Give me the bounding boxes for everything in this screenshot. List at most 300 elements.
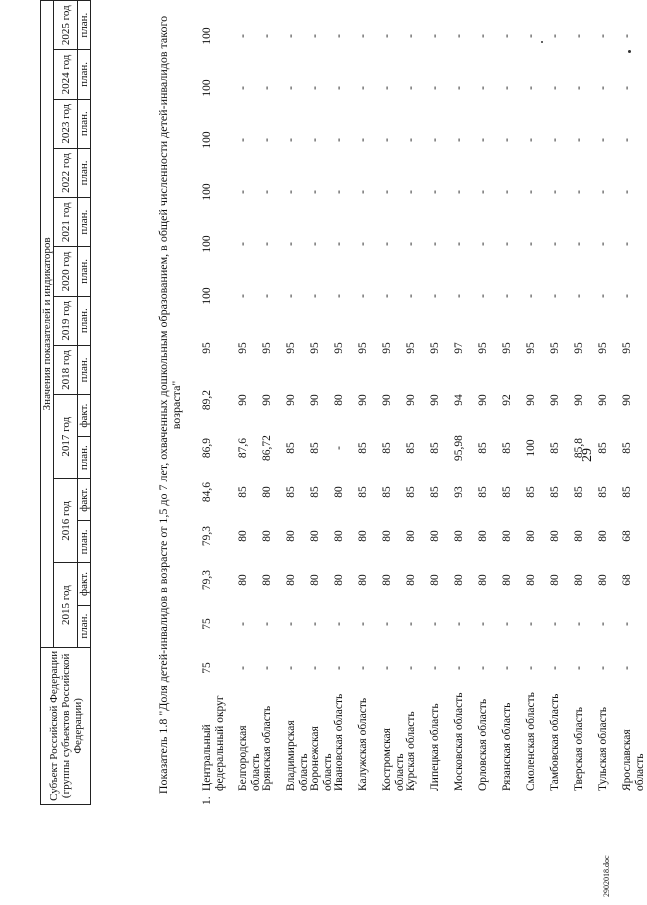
value-cell: - [237, 34, 249, 38]
value-cell: 80 [477, 530, 489, 542]
data-rows [201, 10, 645, 805]
subheader-cell: план. [78, 605, 91, 647]
value-cell: - [453, 86, 465, 90]
value-cell: 94 [453, 394, 465, 406]
row-number [309, 791, 335, 805]
value-cell: - [597, 242, 609, 246]
value-cell: - [525, 622, 537, 626]
value-cell: - [381, 622, 393, 626]
value-cell: 95 [237, 342, 249, 354]
value-cell: - [549, 138, 561, 142]
value-cell: 100 [201, 27, 213, 45]
value-cell: - [237, 622, 249, 626]
table-row [381, 10, 405, 805]
value-cell: - [333, 86, 345, 90]
value-cell: - [309, 294, 321, 298]
value-cell: - [525, 190, 537, 194]
region-name-cell [285, 690, 311, 805]
value-cell: 80 [573, 574, 585, 586]
value-cell: 95 [285, 342, 297, 354]
value-cell: - [453, 622, 465, 626]
value-cell: 90 [549, 394, 561, 406]
subheader-cell: план. [78, 99, 91, 148]
value-cell: - [477, 190, 489, 194]
value-cell: - [381, 190, 393, 194]
region-name-cell [597, 690, 610, 805]
value-cell: - [237, 242, 249, 246]
year-header: 2020 год [54, 247, 78, 296]
value-cell: - [501, 242, 513, 246]
value-cell: - [621, 622, 633, 626]
value-cell: - [405, 666, 417, 670]
table-row [621, 10, 645, 805]
value-cell: 80 [381, 530, 393, 542]
region-name-cell [201, 690, 227, 805]
subheader-cell: план. [78, 296, 91, 345]
value-cell: 95 [357, 342, 369, 354]
value-cell: 100 [525, 439, 537, 457]
value-cell: - [549, 34, 561, 38]
year-header: 2024 год [54, 50, 78, 99]
value-cell: - [597, 190, 609, 194]
value-cell: 85 [477, 486, 489, 498]
table-row [285, 10, 309, 805]
value-cell: - [405, 622, 417, 626]
value-cell: - [261, 294, 273, 298]
value-cell: 95 [573, 342, 585, 354]
value-cell: - [597, 622, 609, 626]
region-name-cell [357, 690, 370, 805]
value-cell: - [405, 138, 417, 142]
row-number [285, 791, 311, 805]
row-number [621, 791, 647, 805]
value-cell: 85 [381, 442, 393, 454]
value-cell: 95 [309, 342, 321, 354]
subheader-cell: план. [78, 521, 91, 563]
value-cell: - [429, 242, 441, 246]
value-cell: - [477, 34, 489, 38]
value-cell: - [477, 622, 489, 626]
subheader-cell: план. [78, 247, 91, 296]
value-cell: 93 [453, 486, 465, 498]
value-cell: 97 [453, 342, 465, 354]
region-name: Московская область [453, 692, 465, 791]
value-cell: 80 [237, 574, 249, 586]
value-cell: - [525, 666, 537, 670]
value-cell: 85 [477, 442, 489, 454]
value-cell: - [549, 242, 561, 246]
value-cell: - [357, 190, 369, 194]
value-cell: 95 [501, 342, 513, 354]
value-cell: - [549, 86, 561, 90]
value-cell: 68 [621, 574, 633, 586]
value-cell: 85 [237, 486, 249, 498]
value-cell: - [333, 138, 345, 142]
row-number [477, 791, 490, 805]
region-name-cell [549, 690, 562, 805]
value-cell: - [525, 294, 537, 298]
region-name: Тульская область [597, 707, 609, 791]
value-cell: 90 [429, 394, 441, 406]
value-cell: - [477, 294, 489, 298]
value-cell: 95 [381, 342, 393, 354]
region-name: Костромская область [381, 728, 406, 791]
region-name: Курская область [405, 711, 417, 791]
value-cell: - [477, 86, 489, 90]
value-cell: 80 [573, 530, 585, 542]
row-number [237, 791, 263, 805]
year-header: 2019 год [54, 296, 78, 345]
value-cell: - [453, 666, 465, 670]
value-cell: 86,9 [201, 437, 213, 459]
value-cell: - [597, 86, 609, 90]
value-cell: - [525, 138, 537, 142]
value-cell: 90 [357, 394, 369, 406]
value-cell: 95 [477, 342, 489, 354]
region-name: Орловская область [477, 698, 489, 791]
value-cell: 80 [597, 574, 609, 586]
value-cell: - [429, 86, 441, 90]
value-cell: 80 [525, 530, 537, 542]
value-cell: 80 [501, 530, 513, 542]
row-number [381, 791, 407, 805]
value-cell: - [405, 242, 417, 246]
year-header: 2022 год [54, 148, 78, 197]
value-cell: - [405, 294, 417, 298]
value-cell: - [357, 242, 369, 246]
value-cell: 95 [597, 342, 609, 354]
value-cell: - [429, 34, 441, 38]
region-name-cell [501, 690, 514, 805]
value-cell: 95 [261, 342, 273, 354]
value-cell: - [333, 666, 345, 670]
value-cell: 80 [453, 530, 465, 542]
value-cell: - [285, 138, 297, 142]
value-cell: 79,3 [201, 525, 213, 547]
value-cell: 100 [201, 183, 213, 201]
value-cell: - [429, 294, 441, 298]
value-cell: - [597, 294, 609, 298]
region-name-cell [261, 690, 274, 805]
value-cell: - [573, 138, 585, 142]
value-cell: - [381, 34, 393, 38]
value-cell: - [453, 34, 465, 38]
value-cell: - [309, 86, 321, 90]
value-cell: - [309, 666, 321, 670]
region-name: Смоленская область [525, 692, 537, 791]
table-row [501, 10, 525, 805]
value-cell: - [501, 294, 513, 298]
value-cell: - [381, 86, 393, 90]
value-cell: - [621, 666, 633, 670]
value-cell: - [405, 34, 417, 38]
region-name: Брянская область [261, 705, 273, 791]
row-number [549, 791, 562, 805]
value-cell: - [237, 666, 249, 670]
value-cell: 90 [309, 394, 321, 406]
value-cell: - [573, 190, 585, 194]
value-cell: - [237, 190, 249, 194]
value-cell: - [357, 86, 369, 90]
region-name: Владимирская область [285, 720, 310, 791]
value-cell: 85 [429, 486, 441, 498]
value-cell: 85 [621, 442, 633, 454]
table-row [573, 10, 597, 805]
value-cell: - [597, 34, 609, 38]
value-cell: 80 [261, 530, 273, 542]
value-cell: 85 [309, 486, 321, 498]
value-cell: - [429, 622, 441, 626]
value-cell: 80 [549, 530, 561, 542]
value-cell: - [501, 622, 513, 626]
value-cell: - [501, 666, 513, 670]
value-cell: 100 [201, 79, 213, 97]
value-cell: 85 [573, 486, 585, 498]
region-name-cell [525, 690, 538, 805]
value-cell: - [501, 86, 513, 90]
value-cell: 85 [309, 442, 321, 454]
region-name: Рязанская область [501, 702, 513, 791]
value-cell: 90 [405, 394, 417, 406]
value-cell: 92 [501, 394, 513, 406]
value-cell: - [333, 190, 345, 194]
value-cell: - [573, 666, 585, 670]
value-cell: 95,98 [453, 435, 465, 461]
table-row [201, 10, 237, 805]
value-cell: - [357, 34, 369, 38]
value-cell: 80 [405, 574, 417, 586]
value-cell: - [549, 294, 561, 298]
region-name-cell [621, 690, 647, 805]
value-cell: - [285, 190, 297, 194]
value-cell: 85 [597, 486, 609, 498]
value-cell: 85 [357, 486, 369, 498]
value-cell: 90 [285, 394, 297, 406]
subheader-cell: план. [78, 1, 91, 50]
value-cell: - [381, 666, 393, 670]
value-cell: - [621, 86, 633, 90]
value-cell: - [333, 294, 345, 298]
value-cell: - [285, 86, 297, 90]
value-cell: - [621, 34, 633, 38]
value-cell: - [237, 138, 249, 142]
values-title: Значения показателей и индикаторов [41, 1, 54, 648]
value-cell: 80 [333, 574, 345, 586]
value-cell: 80 [333, 394, 345, 406]
value-cell: 85 [285, 442, 297, 454]
table-row [453, 10, 477, 805]
value-cell: 85 [597, 442, 609, 454]
value-cell: - [501, 34, 513, 38]
subheader-cell: план. [78, 50, 91, 99]
subheader-cell: план. [78, 345, 91, 394]
value-cell: - [285, 294, 297, 298]
value-cell: - [333, 446, 345, 450]
value-cell: - [357, 138, 369, 142]
value-cell: - [285, 242, 297, 246]
value-cell: - [573, 34, 585, 38]
value-cell: 80 [501, 574, 513, 586]
region-name: Ивановская область [333, 693, 345, 791]
year-header: 2021 год [54, 198, 78, 247]
value-cell: - [621, 138, 633, 142]
value-cell: - [429, 666, 441, 670]
value-cell: 80 [261, 574, 273, 586]
region-name-cell [453, 690, 466, 805]
value-cell: 86,72 [261, 435, 273, 461]
value-cell: - [597, 666, 609, 670]
value-cell: 80 [333, 486, 345, 498]
value-cell: - [285, 666, 297, 670]
value-cell: - [333, 622, 345, 626]
value-cell: 85 [549, 486, 561, 498]
value-cell: 80 [549, 574, 561, 586]
value-cell: - [261, 190, 273, 194]
row-number [357, 791, 370, 805]
value-cell: - [573, 242, 585, 246]
value-cell: 90 [597, 394, 609, 406]
value-cell: 80 [405, 530, 417, 542]
value-cell: - [405, 190, 417, 194]
value-cell: 85 [549, 442, 561, 454]
region-name-cell [381, 690, 407, 805]
value-cell: 80 [453, 574, 465, 586]
value-cell: 80 [285, 574, 297, 586]
value-cell: 80 [429, 530, 441, 542]
value-cell: 100 [201, 287, 213, 305]
table-row [429, 10, 453, 805]
value-cell: 90 [477, 394, 489, 406]
value-cell: - [333, 34, 345, 38]
value-cell: - [261, 86, 273, 90]
value-cell: - [261, 138, 273, 142]
page-number: 29 [580, 448, 595, 462]
region-name-cell [333, 690, 346, 805]
value-cell: 95 [429, 342, 441, 354]
value-cell: - [573, 622, 585, 626]
footer-filename: 2902018.doc [602, 855, 611, 897]
row-number [261, 791, 274, 805]
value-cell: 79,3 [201, 569, 213, 591]
value-cell: - [501, 138, 513, 142]
region-name: Липецкая область [429, 703, 441, 791]
region-name: Тамбовская область [549, 693, 561, 791]
value-cell: - [309, 242, 321, 246]
value-cell: - [261, 666, 273, 670]
value-cell: - [549, 190, 561, 194]
row-number [453, 791, 466, 805]
region-name: Тверская область [573, 707, 585, 791]
value-cell: - [309, 138, 321, 142]
table-row [549, 10, 573, 805]
value-cell: 68 [621, 530, 633, 542]
value-cell: - [309, 190, 321, 194]
value-cell: - [285, 622, 297, 626]
value-cell: - [381, 138, 393, 142]
region-name: Воронежская область [309, 726, 334, 791]
value-cell: - [477, 138, 489, 142]
value-cell: 84,6 [201, 481, 213, 503]
value-cell: - [453, 294, 465, 298]
region-name-cell [429, 690, 442, 805]
value-cell: 80 [309, 530, 321, 542]
value-cell: - [309, 34, 321, 38]
table-row [357, 10, 381, 805]
value-cell: 85 [621, 486, 633, 498]
value-cell: 80 [261, 486, 273, 498]
value-cell: 75 [201, 662, 213, 674]
value-cell: 80 [357, 574, 369, 586]
value-cell: 75 [201, 618, 213, 630]
value-cell: - [237, 86, 249, 90]
table-row [597, 10, 621, 805]
subheader-cell: план. [78, 437, 91, 479]
subheader-cell: план. [78, 198, 91, 247]
subheader-cell: план. [78, 148, 91, 197]
value-cell: 80 [525, 574, 537, 586]
table-row [333, 10, 357, 805]
year-header: 2015 год [54, 563, 78, 647]
region-name-cell [477, 690, 490, 805]
value-cell: - [405, 86, 417, 90]
value-cell: - [549, 666, 561, 670]
year-header: 2023 год [54, 99, 78, 148]
value-cell: 87,6 [237, 437, 249, 459]
indicator-title: Показатель 1.8 "Доля детей-инвалидов в возрасте от 1,5 до 7 лет, охваченных дошкольным образованием, в общей численности детей-инвалидов такого возраста" [156, 15, 183, 795]
row-number [501, 791, 514, 805]
value-cell: - [621, 190, 633, 194]
value-cell: - [621, 294, 633, 298]
value-cell: 85,8 [573, 437, 585, 459]
table-row [237, 10, 261, 805]
value-cell: - [573, 86, 585, 90]
value-cell: - [549, 622, 561, 626]
value-cell: 95 [621, 342, 633, 354]
value-cell: 85 [405, 442, 417, 454]
value-cell: 85 [405, 486, 417, 498]
region-name-cell [405, 690, 418, 805]
row-number [429, 791, 442, 805]
value-cell: - [381, 242, 393, 246]
value-cell: 95 [201, 342, 213, 354]
value-cell: 80 [477, 574, 489, 586]
value-cell: - [261, 242, 273, 246]
row-number [573, 791, 586, 805]
value-cell: - [453, 242, 465, 246]
year-header: 2016 год [54, 479, 78, 563]
value-cell: - [525, 242, 537, 246]
value-cell: - [357, 622, 369, 626]
table-row [525, 10, 549, 805]
year-header: 2018 год [54, 345, 78, 394]
region-name-cell [237, 690, 263, 805]
row-number [405, 791, 418, 805]
value-cell: 80 [381, 574, 393, 586]
region-name: Ярославская область [621, 729, 646, 791]
value-cell: - [573, 294, 585, 298]
year-header: 2017 год [54, 395, 78, 479]
value-cell: 80 [237, 530, 249, 542]
year-header: 2025 год [54, 1, 78, 50]
value-cell: 95 [549, 342, 561, 354]
value-cell: - [357, 294, 369, 298]
region-name-cell [573, 690, 586, 805]
value-cell: - [453, 190, 465, 194]
value-cell: 90 [261, 394, 273, 406]
value-cell: 85 [357, 442, 369, 454]
value-cell: 95 [525, 342, 537, 354]
row-number [333, 791, 346, 805]
